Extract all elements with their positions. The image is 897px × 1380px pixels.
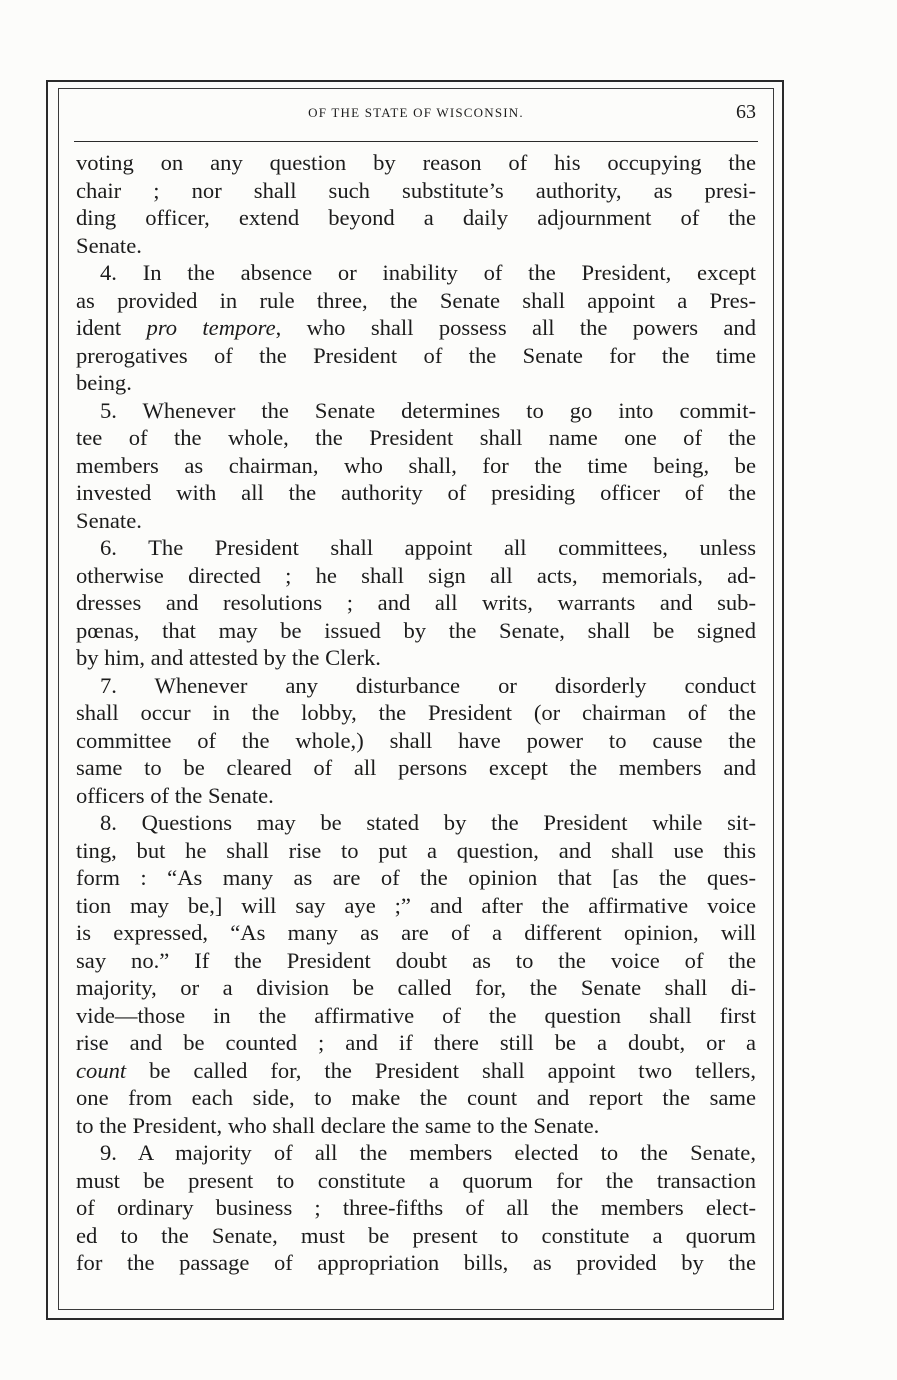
body-text bbox=[76, 149, 756, 1277]
page-number: 63 bbox=[736, 101, 756, 123]
text-segment: ident bbox=[76, 315, 147, 340]
text-line: committee of the whole,) shall have power to cause the bbox=[76, 727, 756, 753]
text-segment: be called for, the President shall appoint two tellers, bbox=[126, 1057, 756, 1083]
text-line: Senate. bbox=[76, 507, 142, 533]
text-line: prerogatives of the President of the Senate for the time bbox=[76, 342, 756, 368]
text-line: 6. The President shall appoint all committees, unless bbox=[100, 535, 756, 560]
text-line: of ordinary business ; three-fifths of all the members elect- bbox=[76, 1195, 756, 1220]
text-line bbox=[76, 314, 756, 342]
text-line: ting, but he shall rise to put a question, and shall use this bbox=[76, 837, 756, 863]
text-line: for the passage of appropriation bills, as provided by the bbox=[76, 1250, 756, 1275]
text-line: officers of the Senate. bbox=[76, 782, 274, 808]
text-line: say no.” If the President doubt as to the voice of the bbox=[76, 947, 756, 973]
text-line: being. bbox=[76, 370, 132, 395]
text-line: ed to the Senate, must be present to constitute a quorum bbox=[76, 1222, 756, 1248]
text-line: 4. In the absence or inability of the President, except bbox=[100, 260, 756, 285]
text-line: by him, and attested by the Clerk. bbox=[76, 645, 381, 670]
text-line: chair ; nor shall such substitute’s authority, as presi- bbox=[76, 177, 756, 203]
text-line: must be present to constitute a quorum for the transaction bbox=[76, 1167, 756, 1193]
text-line: vide—those in the affirmative of the question shall first bbox=[76, 1002, 756, 1028]
text-line: dresses and resolutions ; and all writs, warrants and sub- bbox=[76, 590, 756, 615]
text-line: same to be cleared of all persons except the members and bbox=[76, 755, 756, 780]
text-line: one from each side, to make the count and report the same bbox=[76, 1085, 756, 1110]
text-line: otherwise directed ; he shall sign all acts, memorials, ad- bbox=[76, 562, 756, 588]
running-title: OF THE STATE OF WISCONSIN. bbox=[308, 105, 524, 120]
text-segment: , who shall possess all the powers and bbox=[275, 315, 756, 340]
text-line: Senate. bbox=[76, 232, 142, 258]
text-line: form : “As many as are of the opinion that [as the ques- bbox=[76, 865, 756, 890]
text-line: is expressed, “As many as are of a different opinion, will bbox=[76, 920, 756, 945]
text-line: members as chairman, who shall, for the time being, be bbox=[76, 452, 756, 478]
text-line: 7. Whenever any disturbance or disorderly conduct bbox=[100, 672, 756, 698]
text-line: voting on any question by reason of his occupying the bbox=[76, 150, 756, 175]
text-line: invested with all the authority of presiding officer of the bbox=[76, 480, 756, 505]
text-line: pœnas, that may be issued by the Senate, shall be signed bbox=[76, 617, 756, 643]
text-line: 5. Whenever the Senate determines to go into commit- bbox=[100, 397, 756, 423]
italic-term: count bbox=[76, 1057, 127, 1083]
text-line: 9. A majority of all the members elected to the Senate, bbox=[100, 1140, 756, 1165]
text-line bbox=[76, 1057, 756, 1085]
italic-term: pro tempore bbox=[146, 315, 276, 340]
text-line: rise and be counted ; and if there still be a doubt, or a bbox=[76, 1030, 756, 1055]
page-header bbox=[74, 103, 758, 131]
text-line: ding officer, extend beyond a daily adjournment of the bbox=[76, 205, 756, 230]
text-line: majority, or a division be called for, the Senate shall di- bbox=[76, 975, 756, 1000]
text-line: tion may be,] will say aye ;” and after the affirmative voice bbox=[76, 892, 756, 918]
text-line: shall occur in the lobby, the President (or chairman of the bbox=[76, 700, 756, 725]
text-line: as provided in rule three, the Senate shall appoint a Pres- bbox=[76, 287, 756, 313]
text-line: to the President, who shall declare the same to the Senate. bbox=[76, 1112, 600, 1138]
header-rule bbox=[74, 141, 758, 142]
text-line: tee of the whole, the President shall name one of the bbox=[76, 425, 756, 450]
text-line: 8. Questions may be stated by the President while sit- bbox=[100, 810, 756, 835]
